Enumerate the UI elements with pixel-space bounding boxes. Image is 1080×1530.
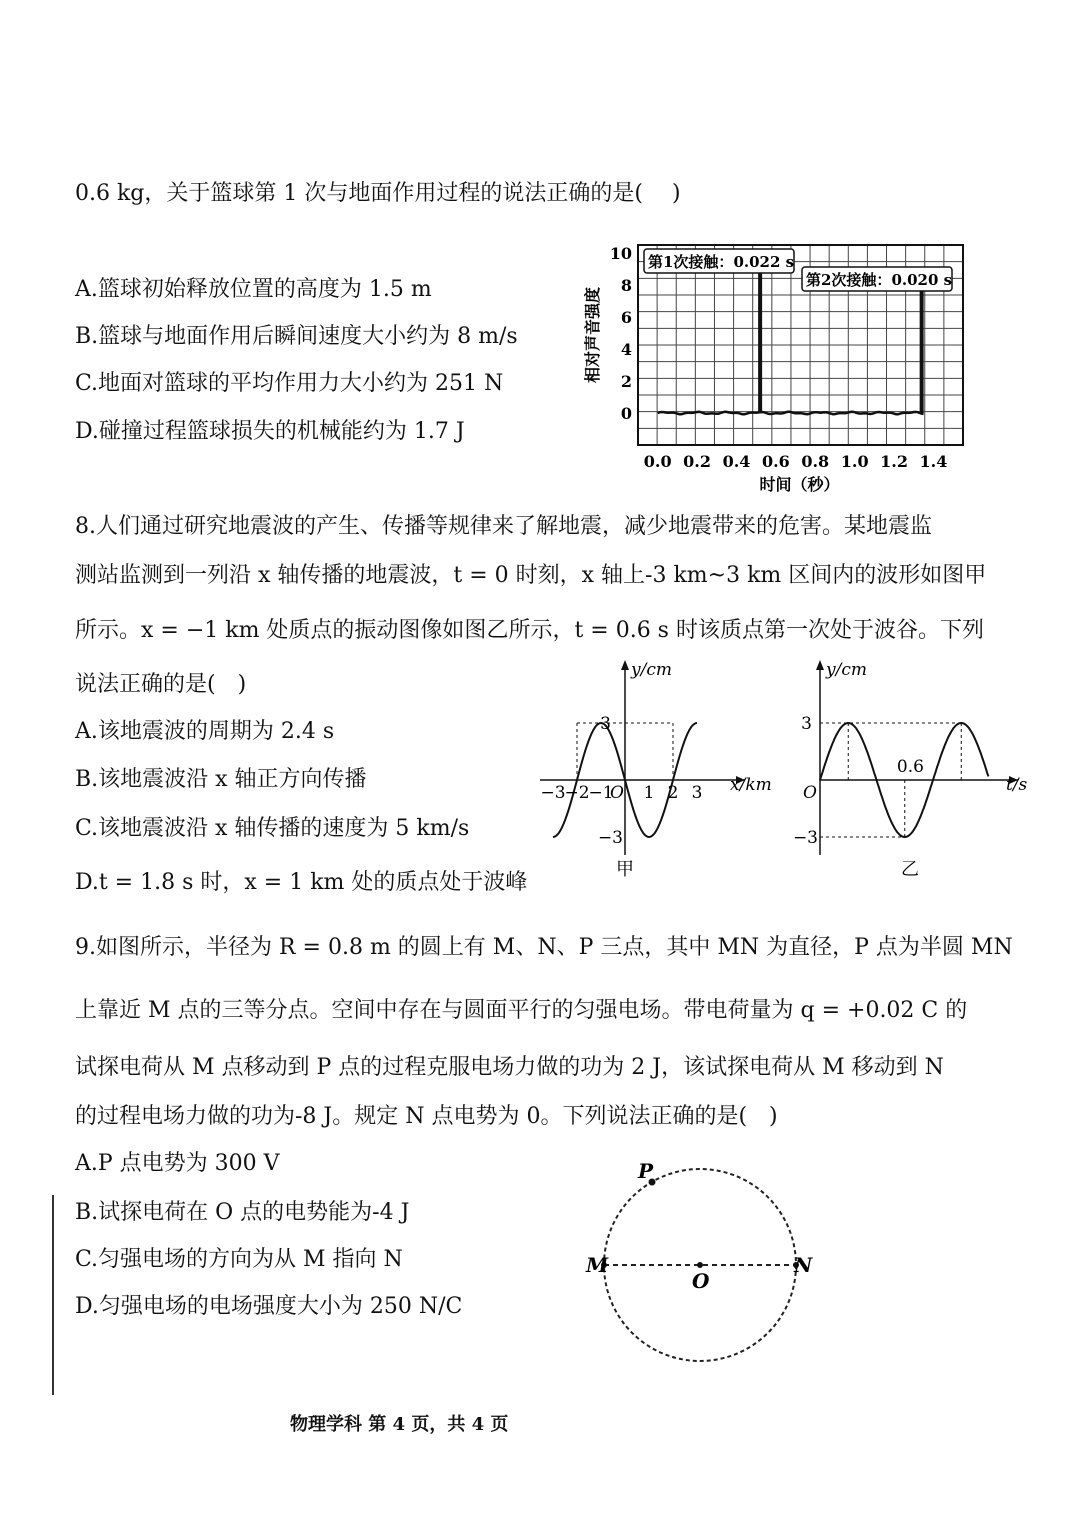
q7-stem: 0.6 kg，关于篮球第 1 次与地面作用过程的说法正确的是( ) [75, 181, 681, 206]
q8-line-3: 所示。x = −1 km 处质点的振动图像如图乙所示，t = 0.6 s 时该质点第一次处于波谷。下列 [75, 618, 984, 643]
x-tick-label: 2 [667, 783, 679, 803]
q8-line-4: 说法正确的是( ) [75, 672, 247, 697]
x-tick-label: −3 [540, 783, 566, 803]
circle-field-figure [580, 1150, 820, 1370]
q9-option-c: C.匀强电场的方向为从 M 指向 N [75, 1247, 403, 1272]
q8-line-2: 测站监测到一列沿 x 轴传播的地震波，t = 0 时刻，x 轴上-3 km~3 km 区间内的波形如图甲 [75, 563, 987, 588]
q7-option-d: D.碰撞过程篮球损失的机械能约为 1.7 J [75, 419, 465, 444]
x-tick-label: 1.2 [880, 452, 908, 471]
annotation-2: 第2次接触：0.020 s [806, 271, 953, 289]
x-axis-label: 时间（秒） [759, 475, 840, 494]
y-tick-label: 3 [801, 714, 812, 734]
q9-option-d: D.匀强电场的电场强度大小为 250 N/C [75, 1294, 463, 1319]
y-tick-label: −3 [792, 828, 818, 848]
y-tick-label: 2 [620, 372, 632, 391]
y-tick-label: 0 [620, 404, 632, 423]
q9-line-3: 试探电荷从 M 点移动到 P 点的过程克服电场力做的功为 2 J，该试探电荷从 M 移动到 N [75, 1055, 944, 1080]
y-tick-label: 10 [609, 244, 632, 263]
spike-2 [920, 291, 924, 413]
x-tick-label: −2 [564, 783, 590, 803]
x-tick-label: O [610, 783, 624, 803]
y-tick-label: −3 [597, 828, 623, 848]
y-axis-label: y/cm [826, 660, 867, 680]
x-tick-label: 0.8 [801, 452, 830, 471]
q7-option-c: C.地面对篮球的平均作用力大小约为 251 N [75, 371, 504, 396]
page-footer: 物理学科 第 4 页，共 4 页 [290, 1414, 509, 1435]
sound-intensity-chart [580, 230, 980, 500]
t-axis-label: t/s [1006, 775, 1028, 795]
label-o: O [692, 1269, 710, 1293]
q9-line-2: 上靠近 M 点的三等分点。空间中存在与圆面平行的匀强电场。带电荷量为 q = +0.02 C 的 [75, 998, 968, 1023]
q7-option-b: B.篮球与地面作用后瞬间速度大小约为 8 m/s [75, 324, 518, 349]
label-p: P [638, 1159, 654, 1183]
x-tick-label: 1.4 [919, 452, 948, 471]
y-tick-label: 4 [620, 340, 632, 359]
t-origin-label: O [803, 783, 817, 803]
y-axis-arrow [621, 660, 629, 670]
y-axis-arrow [816, 660, 824, 670]
x-tick-label: −1 [588, 783, 614, 803]
q9-option-a: A.P 点电势为 300 V [75, 1151, 280, 1176]
y-tick-label: 8 [620, 276, 632, 295]
spike-1 [758, 267, 762, 413]
label-n: N [794, 1253, 813, 1277]
y-tick-label: 6 [620, 308, 632, 327]
x-tick-label: 1 [643, 783, 655, 803]
figure-caption: 甲 [616, 859, 634, 880]
q9-line-1: 9.如图所示，半径为 R = 0.8 m 的圆上有 M、N、P 三点，其中 MN 为直径，P 点为半圆 MN [75, 935, 1013, 960]
y-tick-label: 3 [600, 714, 611, 734]
y-axis-label: y/cm [631, 660, 672, 680]
x-tick-label: 0.4 [722, 452, 751, 471]
vibration-graph-yi [790, 655, 1030, 885]
x-axis-label: x/km [730, 775, 772, 795]
q8-option-d: D.t = 1.8 s 时，x = 1 km 处的质点处于波峰 [75, 870, 528, 895]
q7-option-a: A.篮球初始释放位置的高度为 1.5 m [75, 277, 432, 302]
point-o [697, 1262, 703, 1268]
q8-option-c: C.该地震波沿 x 轴传播的速度为 5 km/s [75, 816, 470, 841]
q8-option-b: B.该地震波沿 x 轴正方向传播 [75, 767, 367, 792]
x-tick-label: 3 [691, 783, 703, 803]
annotation-1: 第1次接触：0.022 s [648, 253, 795, 271]
left-margin-line [52, 1195, 54, 1395]
t-tick-label: 0.6 [896, 757, 924, 777]
label-m: M [586, 1253, 609, 1277]
q8-option-a: A.该地震波的周期为 2.4 s [75, 719, 335, 744]
x-tick-label: 1.0 [840, 452, 869, 471]
x-tick-label: 0.0 [643, 452, 672, 471]
y-axis-label: 相对声音强度 [583, 286, 602, 384]
q9-option-b: B.试探电荷在 O 点的电势能为-4 J [75, 1200, 410, 1225]
figure-caption: 乙 [901, 859, 919, 880]
q9-line-4: 的过程电场力做的功为-8 J。规定 N 点电势为 0。下列说法正确的是( ) [75, 1104, 778, 1129]
x-tick-label: 0.2 [683, 452, 712, 471]
wave-graph-jia [530, 655, 790, 885]
q8-line-1: 8.人们通过研究地震波的产生、传播等规律来了解地震，减少地震带来的危害。某地震监 [75, 514, 932, 539]
x-tick-label: 0.6 [761, 452, 790, 471]
